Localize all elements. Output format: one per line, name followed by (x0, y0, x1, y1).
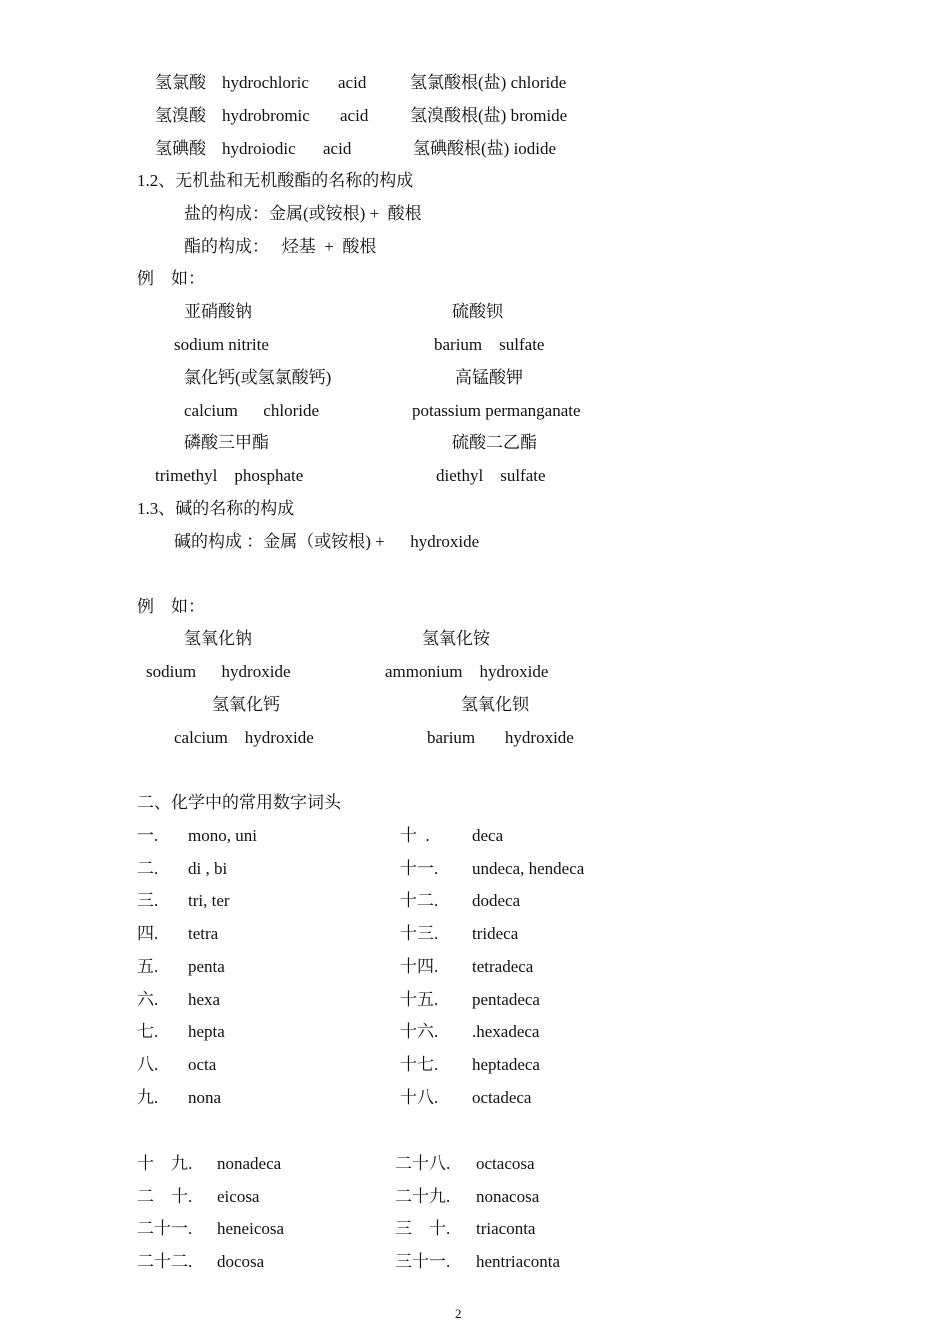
example-right: 硫酸二乙酯 (452, 433, 537, 452)
section-heading: 1.2、无机盐和无机酸酯的名称的构成 (137, 171, 414, 190)
prefix-word: eicosa (217, 1186, 260, 1206)
prefix-number: 二十一. (137, 1219, 193, 1239)
acid-root: 氢氯酸根(盐) chloride (410, 73, 567, 92)
ester-composition: 酯的构成： 烃基 + 酸根 (184, 237, 377, 256)
prefix-word: octa (188, 1054, 217, 1074)
prefix-number: 三 十. (395, 1219, 451, 1239)
example-left: calcium chloride (184, 401, 320, 420)
acid-cn: 氢碘酸 (155, 139, 206, 158)
example-left: sodium hydroxide (146, 662, 291, 681)
example-left: 氢氧化钙 (212, 695, 280, 714)
prefix-number: 三. (137, 891, 159, 911)
prefix-number: 十六. (400, 1022, 439, 1042)
example-right: barium hydroxide (427, 728, 574, 747)
acid-root: 氢碘酸根(盐) iodide (413, 139, 557, 158)
prefix-number: 七. (137, 1022, 159, 1042)
prefix-number: 二十二. (137, 1252, 193, 1272)
prefix-number: 十八. (400, 1087, 439, 1107)
prefix-number: 九. (137, 1087, 159, 1107)
prefix-word: nonadeca (217, 1154, 282, 1173)
acid-en: hydroiodic (222, 139, 296, 158)
prefix-word: tetra (188, 924, 219, 944)
salt-composition: 盐的构成：金属(或铵根) + 酸根 (184, 204, 422, 223)
prefix-word: deca (472, 826, 504, 845)
page-number: 2 (455, 1306, 462, 1321)
prefix-number: 二十八. (395, 1154, 451, 1173)
prefix-word: octadeca (472, 1087, 532, 1107)
prefix-number: 十一. (400, 858, 439, 878)
prefix-word: pentadeca (472, 989, 540, 1009)
prefix-word: dodeca (472, 891, 521, 911)
acid-en: hydrochloric (222, 73, 309, 92)
example-right: 硫酸钡 (452, 302, 503, 321)
prefix-number: 一. (137, 826, 159, 845)
acid-cn: 氢氯酸 (155, 73, 206, 92)
prefix-word: di , bi (188, 858, 228, 878)
prefix-number: 二. (137, 858, 159, 878)
prefix-word: hepta (188, 1022, 225, 1042)
example-left: sodium nitrite (174, 335, 269, 354)
acid-word: acid (323, 139, 352, 158)
prefix-word: hexa (188, 989, 221, 1009)
acid-cn: 氢溴酸 (155, 106, 206, 125)
prefix-number: 三十一. (395, 1252, 451, 1272)
prefix-number: 十五. (400, 989, 439, 1009)
prefix-number: 二 十. (137, 1186, 193, 1206)
prefix-number: 六. (137, 989, 159, 1009)
section-heading: 二、化学中的常用数字词头 (137, 793, 341, 812)
prefix-number: 十七. (400, 1054, 439, 1074)
prefix-word: tetradeca (472, 956, 534, 976)
example-left: trimethyl phosphate (155, 466, 304, 485)
example-right: diethyl sulfate (436, 466, 546, 485)
example-right: potassium permanganate (412, 401, 581, 420)
prefix-number: 十二. (400, 891, 439, 911)
prefix-word: heptadeca (472, 1054, 540, 1074)
prefix-number: 十 九. (137, 1154, 193, 1173)
prefix-word: trideca (472, 924, 519, 944)
example-right: 氢氧化钡 (461, 695, 529, 714)
example-left: 磷酸三甲酯 (184, 433, 269, 452)
example-right: 氢氧化铵 (422, 629, 490, 648)
prefix-number: 十四. (400, 956, 439, 976)
prefix-word: nona (188, 1087, 222, 1107)
example-left: 氯化钙(或氢氯酸钙) (184, 368, 332, 387)
prefix-number: 五. (137, 956, 159, 976)
acid-word: acid (340, 106, 369, 125)
prefix-number: 十三. (400, 924, 439, 944)
acid-word: acid (338, 73, 367, 92)
prefix-number: 二十九. (395, 1186, 451, 1206)
prefix-word: triaconta (476, 1219, 536, 1239)
example-label: 例 如： (137, 269, 205, 288)
prefix-word: nonacosa (476, 1186, 540, 1206)
base-composition: 碱的构成 ：金属（或铵根) + hydroxide (174, 532, 480, 551)
example-left: 亚硝酸钠 (184, 302, 252, 321)
prefix-word: tri, ter (188, 891, 230, 911)
prefix-number: 十 . (400, 826, 430, 845)
prefix-number: 四. (137, 924, 159, 944)
prefix-number: 八. (137, 1054, 159, 1074)
example-left: 氢氧化钠 (184, 629, 252, 648)
example-right: ammonium hydroxide (385, 662, 549, 681)
prefix-word: undeca, hendeca (472, 858, 585, 878)
prefix-word: hentriaconta (476, 1252, 561, 1272)
acid-en: hydrobromic (222, 106, 310, 125)
example-right: barium sulfate (434, 335, 545, 354)
prefix-word: mono, uni (188, 826, 257, 845)
example-label: 例 如： (137, 597, 205, 616)
prefix-word: heneicosa (217, 1219, 285, 1239)
section-heading: 1.3、碱的名称的构成 (137, 499, 295, 518)
prefix-word: .hexadeca (472, 1022, 540, 1042)
prefix-word: penta (188, 956, 225, 976)
prefix-word: octacosa (476, 1154, 535, 1173)
example-left: calcium hydroxide (174, 728, 314, 747)
prefix-word: docosa (217, 1252, 265, 1272)
acid-root: 氢溴酸根(盐) bromide (410, 106, 568, 125)
example-right: 高锰酸钾 (455, 368, 523, 387)
